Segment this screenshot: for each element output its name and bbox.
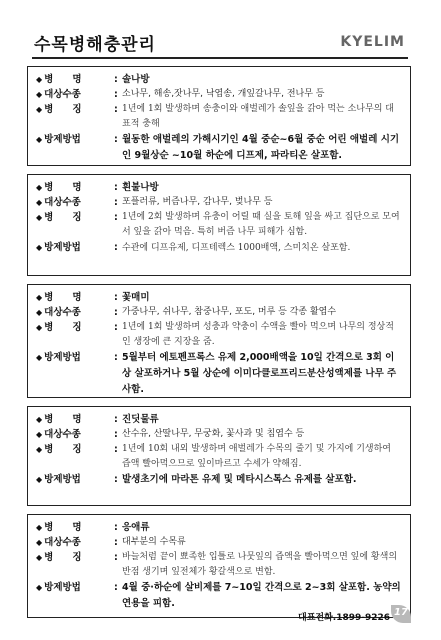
bullet-diamond-icon: ◆ xyxy=(36,90,43,99)
host-trees: 포플러류, 버즘나무, 감나무, 벚나무 등 xyxy=(122,197,273,207)
method-row: ◆ 방제방법 : 발생초기에 마라톤 유제 및 메타시스톡스 유제를 살포함. xyxy=(36,472,402,488)
pest-name: 솔나방 xyxy=(122,74,150,85)
method-label: 방제방법 xyxy=(44,474,81,485)
bullet-diamond-icon: ◆ xyxy=(36,183,43,192)
hosts-label: 대상수종 xyxy=(44,197,81,208)
host-trees: 대부분의 수목류 xyxy=(122,537,186,547)
name-row: ◆ 병 명 : 진딧물류 xyxy=(36,412,402,427)
bullet-diamond-icon: ◆ xyxy=(36,213,43,222)
pest-name: 꽃매미 xyxy=(122,292,150,303)
bullet-diamond-icon: ◆ xyxy=(36,105,43,114)
hosts-row: ◆ 대상수종 : 대부분의 수목류 xyxy=(36,535,402,550)
pest-entry xyxy=(27,514,411,618)
bullet-diamond-icon: ◆ xyxy=(36,430,43,439)
method-row: ◆ 방제방법 : 5월부터 에토펜프록스 유제 2,000배액을 10일 간격으로 3회 이상 살포하거나 5월 상순에 이미다클로프리드분산성액제를 나무 주사함. xyxy=(36,350,402,398)
method-label: 방제방법 xyxy=(44,242,81,253)
hosts-label: 대상수종 xyxy=(44,537,81,548)
bullet-diamond-icon: ◆ xyxy=(36,135,43,144)
pest-entry xyxy=(27,66,411,166)
symptom-label: 병 징 xyxy=(44,104,82,115)
host-trees: 가중나무, 쉬나무, 참중나무, 포도, 머루 등 각종 활엽수 xyxy=(122,307,337,317)
method-row: ◆ 방제방법 : 월동한 애벌레의 가해시기인 4월 중순~6월 중순 어린 애벌레 시기인 9월상순 ~10월 하순에 디프제, 파라티온 살포함. xyxy=(36,132,402,164)
name-row: ◆ 병 명 : 솔나방 xyxy=(36,72,402,87)
symptom-text: 1년에 10회 내외 발생하며 애벌레가 수목의 줄기 및 가지에 기생하여 즙액 빨아먹으므로 잎이마르고 수세가 약해짐. xyxy=(122,444,391,469)
bullet-diamond-icon: ◆ xyxy=(36,523,43,532)
hosts-label: 대상수종 xyxy=(44,89,81,100)
method-row: ◆ 방제방법 : 수관에 디프유제, 디프테렉스 1000배액, 스미치온 살포함. xyxy=(36,240,402,256)
bullet-diamond-icon: ◆ xyxy=(36,308,43,317)
symptom-row: ◆ 병 징 : 바늘처럼 끝이 뾰족한 입틀로 나뭇잎의 즙액을 빨아먹으면 잎에 황색의 반점 생기며 잎전체가 황갈색으로 변함. xyxy=(36,550,402,580)
host-trees: 소나무, 해송,잣나무, 낙엽송, 개잎갈나무, 전나무 등 xyxy=(122,89,325,99)
hosts-row: ◆ 대상수종 : 산수유, 산딸나무, 무궁화, 꽃사과 및 침엽수 등 xyxy=(36,427,402,442)
bullet-diamond-icon: ◆ xyxy=(36,198,43,207)
method-label: 방제방법 xyxy=(44,352,81,363)
bullet-diamond-icon: ◆ xyxy=(36,75,43,84)
page-number-badge xyxy=(391,605,411,623)
symptom-label: 병 징 xyxy=(44,552,82,563)
page-number: 17 xyxy=(394,607,408,618)
footer-phone: 대표전화.1899-9226 xyxy=(298,613,391,623)
pest-entry xyxy=(27,174,411,276)
symptom-row: ◆ 병 징 : 1년에 2회 발생하며 유충이 어릴 때 실을 토해 잎을 싸고 집단으로 모여서 잎을 갉아 먹음. 특히 버즘 나무 피해가 심함. xyxy=(36,210,402,240)
hosts-label: 대상수종 xyxy=(44,429,81,440)
bullet-diamond-icon: ◆ xyxy=(36,538,43,547)
hosts-row: ◆ 대상수종 : 소나무, 해송,잣나무, 낙엽송, 개잎갈나무, 전나무 등 xyxy=(36,87,402,102)
name-label: 병 명 xyxy=(44,292,82,303)
host-trees: 산수유, 산딸나무, 무궁화, 꽃사과 및 침엽수 등 xyxy=(122,429,305,439)
bullet-diamond-icon: ◆ xyxy=(36,323,43,332)
symptom-text: 1년에 2회 발생하며 유충이 어릴 때 실을 토해 잎을 싸고 집단으로 모여서 잎을 갉아 먹음. 특히 버즘 나무 피해가 심함. xyxy=(122,212,400,237)
bullet-diamond-icon: ◆ xyxy=(36,415,43,424)
company-logo: KYELIM xyxy=(340,34,405,50)
control-method: 수관에 디프유제, 디프테렉스 1000배액, 스미치온 살포함. xyxy=(122,243,351,253)
pest-name: 흰불나방 xyxy=(122,182,159,193)
symptom-label: 병 징 xyxy=(44,212,82,223)
page-header xyxy=(0,0,441,60)
hosts-label: 대상수종 xyxy=(44,307,81,318)
method-label: 방제방법 xyxy=(44,582,81,593)
bullet-diamond-icon: ◆ xyxy=(36,353,43,362)
name-row: ◆ 병 명 : 응애류 xyxy=(36,520,402,535)
method-row: ◆ 방제방법 : 4월 중·하순에 살비제를 7~10일 간격으로 2~3회 살포함. 농약의 연용을 피함. xyxy=(36,580,402,612)
control-method: 5월부터 에토펜프록스 유제 2,000배액을 10일 간격으로 3회 이상 살포하거나 5월 상순에 이미다클로프리드분산성액제를 나무 주사함. xyxy=(122,352,397,395)
symptom-row: ◆ 병 징 : 1년에 10회 내외 발생하며 애벌레가 수목의 줄기 및 가지에 기생하여 즙액 빨아먹으므로 잎이마르고 수세가 약해짐. xyxy=(36,442,402,472)
bullet-diamond-icon: ◆ xyxy=(36,293,43,302)
method-label: 방제방법 xyxy=(44,134,81,145)
bullet-diamond-icon: ◆ xyxy=(36,445,43,454)
pest-entries xyxy=(27,66,411,626)
symptom-text: 바늘처럼 끝이 뾰족한 입틀로 나뭇잎의 즙액을 빨아먹으면 잎에 황색의 반점 생기며 잎전체가 황갈색으로 변함. xyxy=(122,552,398,577)
pest-name: 진딧물류 xyxy=(122,414,159,425)
bullet-diamond-icon: ◆ xyxy=(36,583,43,592)
name-row: ◆ 병 명 : 꽃매미 xyxy=(36,290,402,305)
name-label: 병 명 xyxy=(44,414,82,425)
symptom-label: 병 징 xyxy=(44,322,82,333)
page-title: 수목병해충관리 xyxy=(34,35,156,55)
control-method: 발생초기에 마라톤 유제 및 메타시스톡스 유제를 살포함. xyxy=(122,474,357,485)
pest-entry xyxy=(27,284,411,398)
symptom-text: 1년에 1회 발생하며 송충이와 애벌레가 솔잎을 갉아 먹는 소나무의 대표적 충해 xyxy=(122,104,394,129)
name-label: 병 명 xyxy=(44,522,82,533)
bullet-diamond-icon: ◆ xyxy=(36,243,43,252)
symptom-row: ◆ 병 징 : 1년에 1회 발생하며 송충이와 애벌레가 솔잎을 갉아 먹는 소나무의 대표적 충해 xyxy=(36,102,402,132)
bullet-diamond-icon: ◆ xyxy=(36,553,43,562)
pest-entry xyxy=(27,406,411,506)
pest-name: 응애류 xyxy=(122,522,150,533)
control-method: 월동한 애벌레의 가해시기인 4월 중순~6월 중순 어린 애벌레 시기인 9월상순 ~10월 하순에 디프제, 파라티온 살포함. xyxy=(122,134,400,161)
symptom-row: ◆ 병 징 : 1년에 1회 발생하며 성충과 약충이 수액을 빨아 먹으며 나무의 정상적인 생장에 큰 지장을 줌. xyxy=(36,320,402,350)
name-label: 병 명 xyxy=(44,74,82,85)
bullet-diamond-icon: ◆ xyxy=(36,475,43,484)
symptom-label: 병 징 xyxy=(44,444,82,455)
hosts-row: ◆ 대상수종 : 가중나무, 쉬나무, 참중나무, 포도, 머루 등 각종 활엽수 xyxy=(36,305,402,320)
header-divider xyxy=(32,57,408,59)
name-row: ◆ 병 명 : 흰불나방 xyxy=(36,180,402,195)
name-label: 병 명 xyxy=(44,182,82,193)
hosts-row: ◆ 대상수종 : 포플러류, 버즘나무, 감나무, 벚나무 등 xyxy=(36,195,402,210)
control-method: 4월 중·하순에 살비제를 7~10일 간격으로 2~3회 살포함. 농약의 연용을 피함. xyxy=(122,582,401,609)
symptom-text: 1년에 1회 발생하며 성충과 약충이 수액을 빨아 먹으며 나무의 정상적인 생장에 큰 지장을 줌. xyxy=(122,322,394,347)
